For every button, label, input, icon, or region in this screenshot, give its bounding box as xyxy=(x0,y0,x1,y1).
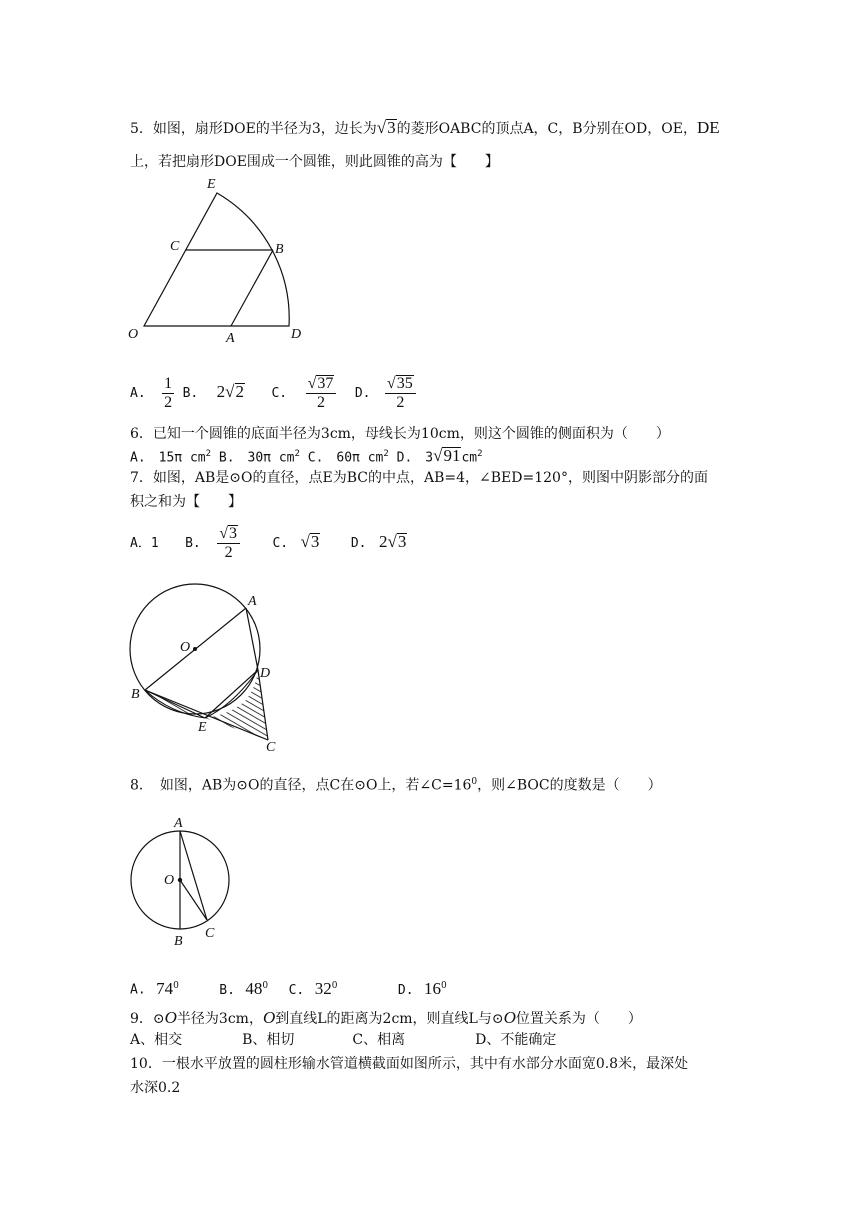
q10-stem-line2: 水深0.2 xyxy=(130,1080,181,1096)
q5-option-c-frac: $\frac{√37}{2}$ xyxy=(306,375,337,412)
q9-options: A、相交 B、相切 C、相离 D、不能确定 xyxy=(130,1032,557,1048)
q7-label-o: O xyxy=(180,640,191,655)
q7-stem-line1: 7．如图，AB是⊙O的直径，点E为BC的中点，AB=4，∠BED=120°，则图中阴影部分的面 xyxy=(130,470,708,486)
q5-option-d-frac: $\frac{√35}{2}$ xyxy=(385,375,416,412)
q5-arc-de: DE xyxy=(696,118,720,137)
q8-stem: 8． 如图，AB为⊙O的直径，点C在⊙O上，若$\angle C=16^0$，则∠BOC的度数是（ ） xyxy=(130,777,662,794)
q5-stem-line2: 上，若把扇形DOE围成一个圆锥，则此圆锥的高为【 】 xyxy=(130,154,499,170)
q5-options: A. $\frac{1}{2}$ B. 2√2 C. $\frac{√37}{2}$ D. $\frac{√35}{2}$ xyxy=(130,372,416,414)
q8-label-o: O xyxy=(164,873,175,888)
q5-figure xyxy=(125,172,315,352)
q7-label-d: D xyxy=(260,666,271,681)
q5-label-e: E xyxy=(207,177,216,192)
q10-stem-line1: 10．一根水平放置的圆柱形输水管道横截面如图所示，其中有水部分水面宽0.8米，最深处 xyxy=(130,1056,689,1072)
q5-text-b: 的菱形OABC的顶点A，C，B分别在OD，OE， xyxy=(396,121,697,137)
q8-figure xyxy=(125,812,235,952)
q7-label-b: B xyxy=(131,687,140,702)
q7-label-a: A xyxy=(248,594,257,609)
q9-stem: 9．⊙O半径为3cm，O到直线L的距离为2cm，则直线L与⊙O位置关系为（ ） xyxy=(130,1008,642,1027)
q8-label-c: C xyxy=(205,926,215,941)
q8-label-a: A xyxy=(174,816,183,831)
q5-option-b: 2√2 xyxy=(216,382,245,401)
q5-label-d: D xyxy=(291,327,302,342)
q5-label-c: C xyxy=(170,239,180,254)
q7-label-e: E xyxy=(198,720,207,735)
q7-options: A．1 B. $\frac{√3}{2}$ C. √3 D. 2√3 xyxy=(130,524,407,561)
q6-options: A. 15π $cm^2$ B. 30π $cm^2$ C. 60π $cm^2$ D. $3√91cm^2$ xyxy=(130,446,483,466)
q5-stem-line1 xyxy=(130,118,720,139)
q5-option-a-frac: $\frac{1}{2}$ xyxy=(164,374,173,411)
q6-stem: 6．已知一个圆锥的底面半径为3cm，母线长为10cm，则这个圆锥的侧面积为（ ） xyxy=(130,426,670,442)
q5-label-a: A xyxy=(226,331,235,346)
q7-figure xyxy=(125,585,295,755)
q8-options: A. $74^0$ B. $48^0$ C. $32^0$ D. $16^0$ xyxy=(130,978,447,998)
q5-text-a: 5．如图，扇形DOE的半径为3，边长为 xyxy=(130,121,377,137)
q8-label-b: B xyxy=(174,934,183,949)
q5-label-o: O xyxy=(128,327,139,342)
q5-sqrt-3: √3 xyxy=(376,118,396,137)
q5-label-b: B xyxy=(275,242,284,257)
q7-label-c: C xyxy=(266,740,276,755)
q7-stem-line2: 积之和为【 】 xyxy=(130,494,242,510)
